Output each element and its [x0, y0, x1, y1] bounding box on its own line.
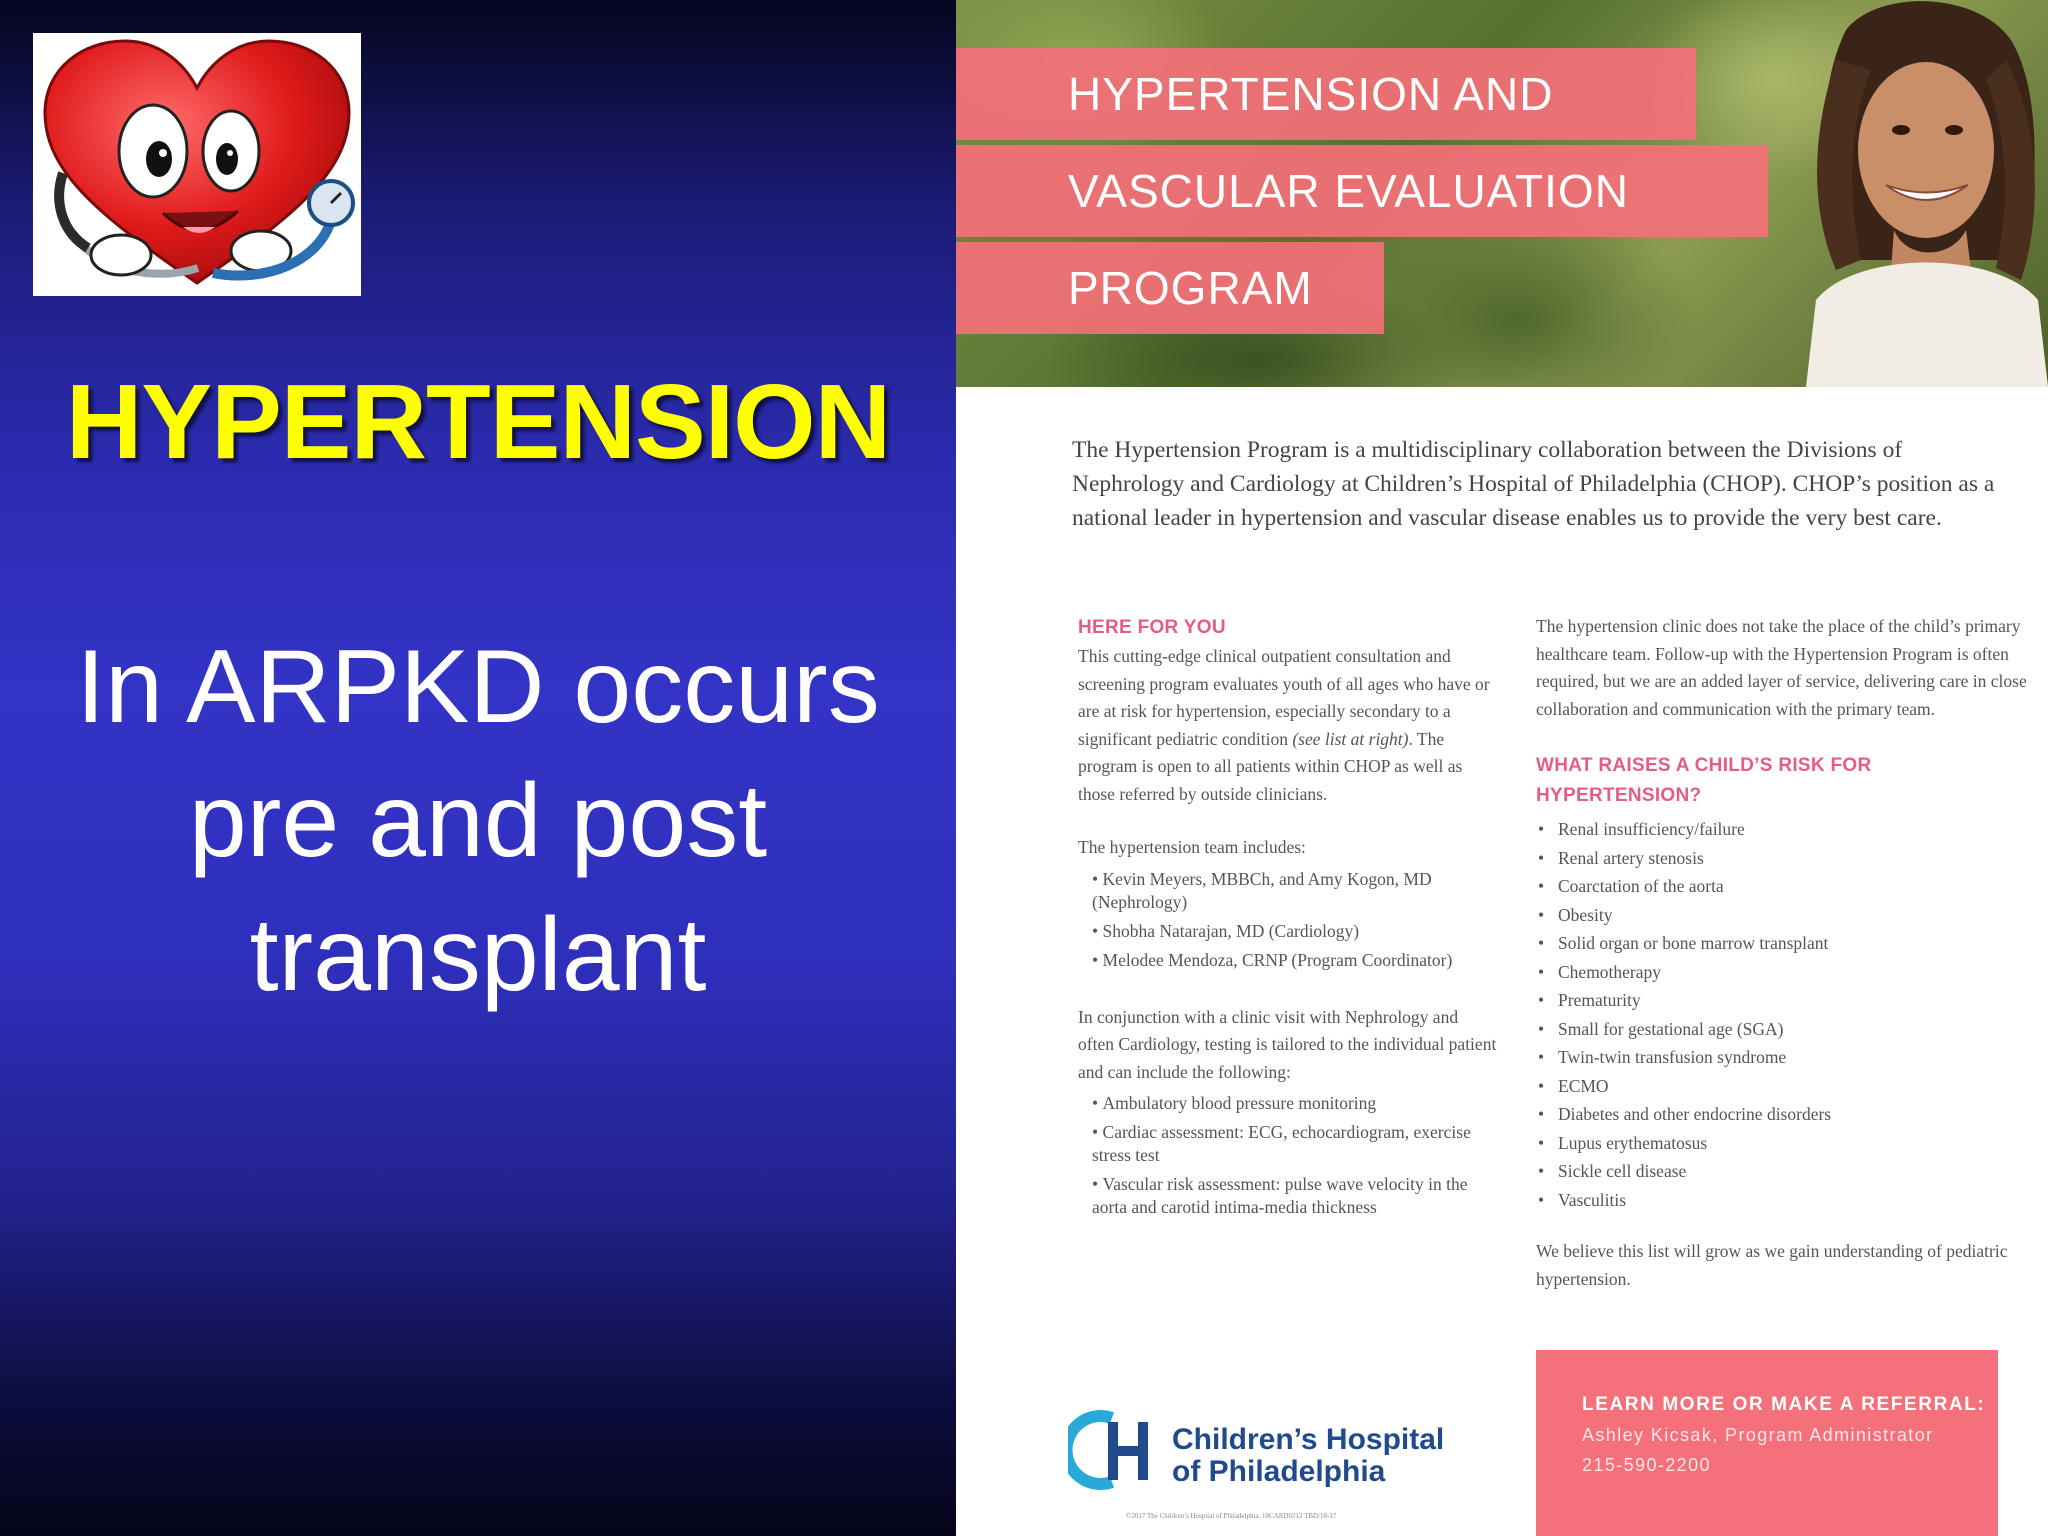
slide-left-panel	[0, 0, 956, 1536]
heart-mascot-illustration	[33, 33, 361, 296]
team-intro: The hypertension team includes:	[1078, 837, 1306, 857]
slide-body-text	[0, 620, 956, 1022]
program-intro-paragraph: The Hypertension Program is a multidisciplinary collaboration between the Divisions of Nephrology and Cardiology at Children’s Hospital of Philadelphia (CHOP). CHOP’s position as a national leader in hypertension and vascular disease enables us to provide the very best care.	[1072, 437, 1995, 531]
risk-factor-item: • Coarctation of the aorta	[1536, 872, 2036, 901]
risk-factor-item: • Diabetes and other endocrine disorders	[1536, 1100, 2036, 1129]
here-for-you-italic-note: (see list at right)	[1292, 728, 1409, 749]
team-member: • Shobha Natarajan, MD (Cardiology)	[1092, 920, 1498, 943]
flyer-header-photo	[956, 0, 2048, 387]
slide-body-line: pre and post	[188, 763, 768, 879]
here-for-you-heading: HERE FOR YOU	[1078, 617, 1226, 638]
risk-factor-item: • Sickle cell disease	[1536, 1157, 2036, 1186]
slide-body-line: transplant	[249, 897, 707, 1013]
clinic-note-paragraph: The hypertension clinic does not take the place of the child’s primary healthcare team. Follow-up with the Hypertension Program is often required, but we are an added layer of service, delivering care in close collaboration and communication with the primary team.	[1536, 616, 2027, 719]
here-for-you-text: This cutting-edge clinical outpatient consultation and screening program evaluates youth of all ages who have or are at risk for hypertension, especially secondary to a significant pediatric condition	[1078, 646, 1490, 749]
referral-contact: Ashley Kicsak, Program Administrator	[1582, 1425, 1934, 1445]
flyer-left-column	[1078, 613, 1498, 1219]
chop-logo-mark-icon	[1068, 1410, 1156, 1490]
risk-factor-list	[1536, 815, 2036, 1214]
here-for-you-text: . The program is open to all patients within CHOP as well as those referred by outside clinicians.	[1078, 728, 1463, 804]
flyer-right-column	[1536, 613, 2036, 1293]
banner-line-1: HYPERTENSION AND	[956, 48, 1696, 140]
risk-factor-item: • ECMO	[1536, 1072, 2036, 1101]
team-member: • Kevin Meyers, MBBCh, and Amy Kogon, MD (Nephrology)	[1092, 868, 1498, 914]
risk-factor-item: • Small for gestational age (SGA)	[1536, 1015, 2036, 1044]
testing-item: • Cardiac assessment: ECG, echocardiogram, exercise stress test	[1092, 1121, 1498, 1167]
here-for-you-paragraph	[1078, 643, 1498, 808]
chop-name-line: of Philadelphia	[1172, 1455, 1386, 1488]
risk-heading: WHAT RAISES A CHILD’S RISK FOR HYPERTENSION?	[1536, 755, 1872, 806]
risk-factor-item: • Renal insufficiency/failure	[1536, 815, 2036, 844]
risk-factor-item: • Prematurity	[1536, 986, 2036, 1015]
risk-factor-item: • Twin-twin transfusion syndrome	[1536, 1043, 2036, 1072]
heart-mascot-icon	[33, 33, 361, 296]
referral-phone: 215-590-2200	[1582, 1455, 1711, 1475]
testing-item: • Vascular risk assessment: pulse wave velocity in the aorta and carotid intima-media thickness	[1092, 1173, 1498, 1219]
team-member: • Melodee Mendoza, CRNP (Program Coordinator)	[1092, 949, 1498, 972]
chop-logo	[1068, 1408, 1488, 1492]
referral-box	[1536, 1350, 1998, 1536]
banner-line-3: PROGRAM	[956, 242, 1384, 334]
team-member-list	[1078, 868, 1498, 972]
testing-list	[1078, 1092, 1498, 1219]
smiling-girl-photo	[1776, 0, 2048, 387]
risk-factor-item: • Renal artery stenosis	[1536, 844, 2036, 873]
copyright-text: ©2017 The Children’s Hospital of Philadelphia. 18CARD0212 TBD/18-17	[1126, 1512, 1337, 1520]
closing-note: We believe this list will grow as we gain understanding of pediatric hypertension.	[1536, 1241, 2008, 1289]
risk-factor-item: • Solid organ or bone marrow transplant	[1536, 929, 2036, 958]
risk-factor-item: • Chemotherapy	[1536, 958, 2036, 987]
chop-name-line: Children’s Hospital	[1172, 1423, 1445, 1456]
slide-body-line: In ARPKD occurs	[76, 629, 880, 745]
referral-heading: LEARN MORE OR MAKE A REFERRAL:	[1582, 1394, 1986, 1415]
testing-intro: In conjunction with a clinic visit with Nephrology and often Cardiology, testing is tailored to the individual patient and can include the following:	[1078, 1006, 1497, 1082]
testing-item: • Ambulatory blood pressure monitoring	[1092, 1092, 1498, 1115]
risk-factor-item: • Vasculitis	[1536, 1186, 2036, 1215]
banner-line-2: VASCULAR EVALUATION	[956, 145, 1768, 237]
chop-name	[1172, 1424, 1444, 1488]
risk-factor-item: • Lupus erythematosus	[1536, 1129, 2036, 1158]
program-flyer	[956, 0, 2048, 1536]
slide-title: HYPERTENSION	[65, 363, 891, 481]
risk-factor-item: • Obesity	[1536, 901, 2036, 930]
